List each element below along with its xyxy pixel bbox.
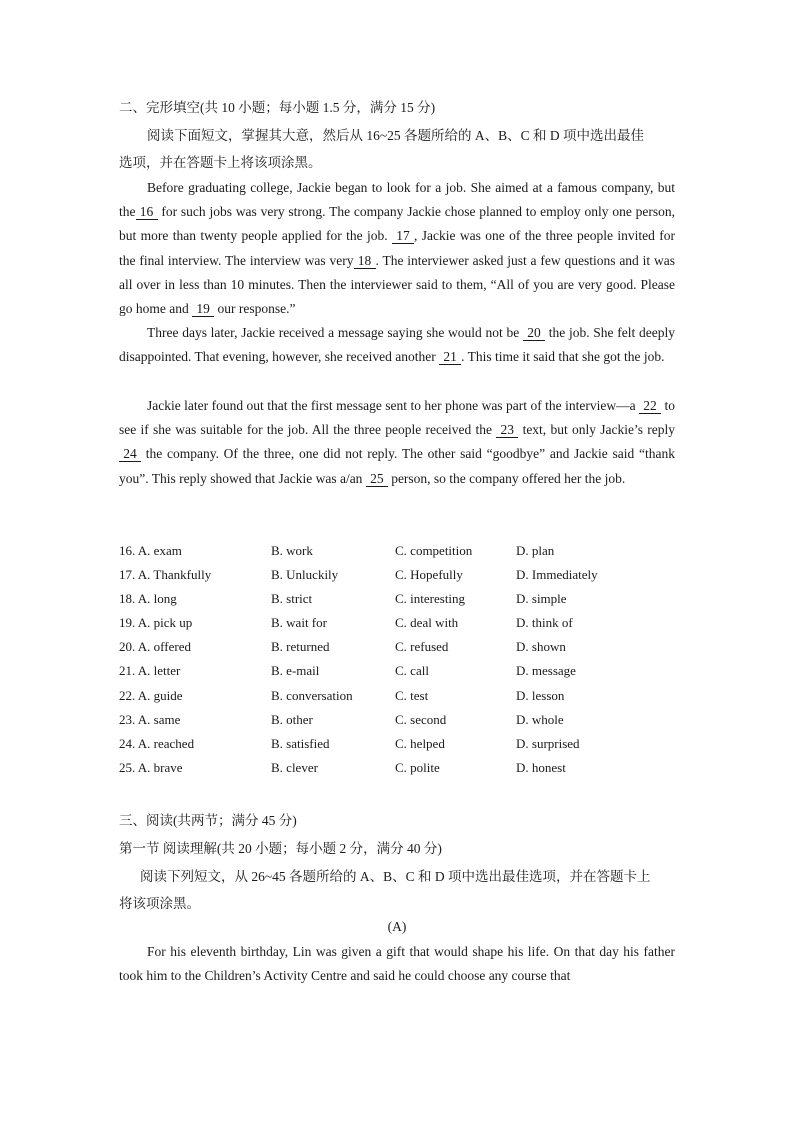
passage-text: , Jackie was one of the three people invited for the final interview. The interview was very: [119, 228, 675, 268]
options-list: [119, 543, 679, 784]
passage-paragraph-1: [119, 176, 675, 321]
option-row-23: [119, 712, 679, 736]
option-b: B. work: [271, 543, 313, 558]
option-c: C. Hopefully: [395, 567, 463, 583]
option-a: 16. A. exam: [119, 543, 182, 558]
section2-instruction-line2: 选项，并在答题卡上将该项涂黑。: [119, 155, 322, 170]
option-a: 21. A. letter: [119, 663, 181, 679]
option-b: B. strict: [271, 591, 313, 607]
passage-text: for such jobs was very strong. The company Jackie chose planned to employ only one person, but more than twenty people applied for the job.: [119, 204, 675, 244]
option-d: D. surprised: [516, 735, 580, 751]
option-d: D. plan: [516, 543, 555, 558]
option-row-25: [119, 760, 679, 784]
blank-21: 21: [439, 349, 461, 365]
option-d: D. shown: [516, 639, 566, 655]
option-a: 17. A. Thankfully: [119, 567, 212, 583]
blank-19: 19: [192, 301, 214, 317]
passage-text: text, but only Jackie’s reply: [518, 422, 675, 438]
section3-instruction-line2: 将该项涂黑。: [119, 896, 200, 911]
option-row-17: [119, 567, 679, 591]
option-a: 23. A. same: [119, 711, 181, 727]
option-b: B. returned: [271, 639, 330, 655]
option-c: C. polite: [395, 759, 440, 775]
option-c: C. interesting: [395, 591, 466, 607]
option-b: B. clever: [271, 759, 318, 775]
passage-paragraph-2: [119, 321, 675, 369]
option-b: B. other: [271, 711, 313, 727]
option-c: C. test: [395, 687, 429, 703]
section3-part1-title: 第一节 阅读理解(共 20 小题；每小题 2 分，满分 40 分): [119, 841, 442, 856]
blank-23: 23: [496, 422, 518, 438]
option-d: D. think of: [516, 615, 573, 631]
option-d: D. lesson: [516, 687, 565, 703]
option-c: C. competition: [395, 543, 473, 558]
option-row-21: [119, 663, 679, 687]
option-a: 18. A. long: [119, 591, 177, 607]
blank-17: 17: [392, 228, 414, 244]
option-c: C. second: [395, 711, 447, 727]
option-d: D. message: [516, 663, 576, 679]
passage-text: Before graduating college, Jackie began to look for a job. She aimed at a famous company, but the: [119, 180, 675, 220]
option-d: D. simple: [516, 591, 567, 607]
option-b: B. conversation: [271, 687, 353, 703]
section3-instruction-line1: 阅读下列短文，从 26~45 各题所给的 A、B、C 和 D 项中选出最佳选项，并在答题卡上: [140, 869, 651, 884]
option-b: B. e-mail: [271, 663, 320, 679]
passage-a-text: [119, 940, 675, 988]
blank-24: 24: [119, 446, 141, 462]
option-a: 25. A. brave: [119, 759, 183, 775]
passage-text: to see if she was suitable for the job. All the three people received the: [119, 398, 675, 438]
passage-text: Jackie later found out that the first message sent to her phone was part of the interview—a: [147, 398, 640, 413]
option-b: B. satisfied: [271, 735, 330, 751]
option-d: D. whole: [516, 711, 564, 727]
passage-text: person, so the company offered her the job.: [387, 470, 626, 486]
option-b: B. wait for: [271, 615, 327, 631]
option-a: 24. A. reached: [119, 735, 195, 751]
option-d: D. honest: [516, 759, 566, 775]
section2-instruction-line1: 阅读下面短文，掌握其大意，然后从 16~25 各题所给的 A、B、C 和 D 项中选出最佳: [147, 128, 645, 143]
passage-text: the job. She felt deeply disappointed. That evening, however, she received another: [119, 325, 675, 365]
section2-title: 二、完形填空(共 10 小题；每小题 1.5 分，满分 15 分): [119, 100, 436, 115]
passage-text: . The interviewer asked just a few questions and it was all over in less than 10 minutes. Then the interviewer said to them, “All of you are very good. Please go home and: [119, 252, 675, 317]
passage-text: the company. Of the three, one did not reply. The other said “goodbye” and Jackie said “thank you”. This reply showed that Jackie was a/an: [119, 446, 675, 486]
option-c: C. call: [395, 663, 429, 679]
passage-a-label: (A): [387, 919, 407, 934]
passage-text: our response.”: [214, 301, 296, 317]
option-c: C. refused: [395, 639, 449, 655]
option-b: B. Unluckily: [271, 567, 339, 583]
passage-paragraph-3: [119, 394, 675, 491]
option-c: C. deal with: [395, 615, 459, 631]
option-a: 22. A. guide: [119, 687, 183, 703]
passage-text: Three days later, Jackie received a message saying she would not be: [147, 325, 523, 340]
option-d: D. Immediately: [516, 567, 598, 583]
blank-16: 16: [136, 204, 158, 220]
blank-25: 25: [366, 471, 388, 487]
blank-18: 18: [354, 253, 376, 269]
passage-text: . This time it said that she got the job.: [461, 349, 665, 365]
option-row-19: [119, 615, 679, 639]
blank-20: 20: [523, 325, 545, 341]
option-a: 20. A. offered: [119, 639, 191, 655]
option-row-20: [119, 639, 679, 663]
option-c: C. helped: [395, 735, 445, 751]
option-a: 19. A. pick up: [119, 615, 193, 631]
option-row-16: [119, 543, 679, 567]
option-row-18: [119, 591, 679, 615]
blank-22: 22: [639, 398, 661, 414]
section3-title: 三、阅读(共两节；满分 45 分): [119, 813, 297, 828]
passage-text: For his eleventh birthday, Lin was given a gift that would shape his life. On that day his father took him to the Children’s Activity Centre and said he could choose any course that: [119, 944, 675, 984]
option-row-22: [119, 688, 679, 712]
option-row-24: [119, 736, 679, 760]
